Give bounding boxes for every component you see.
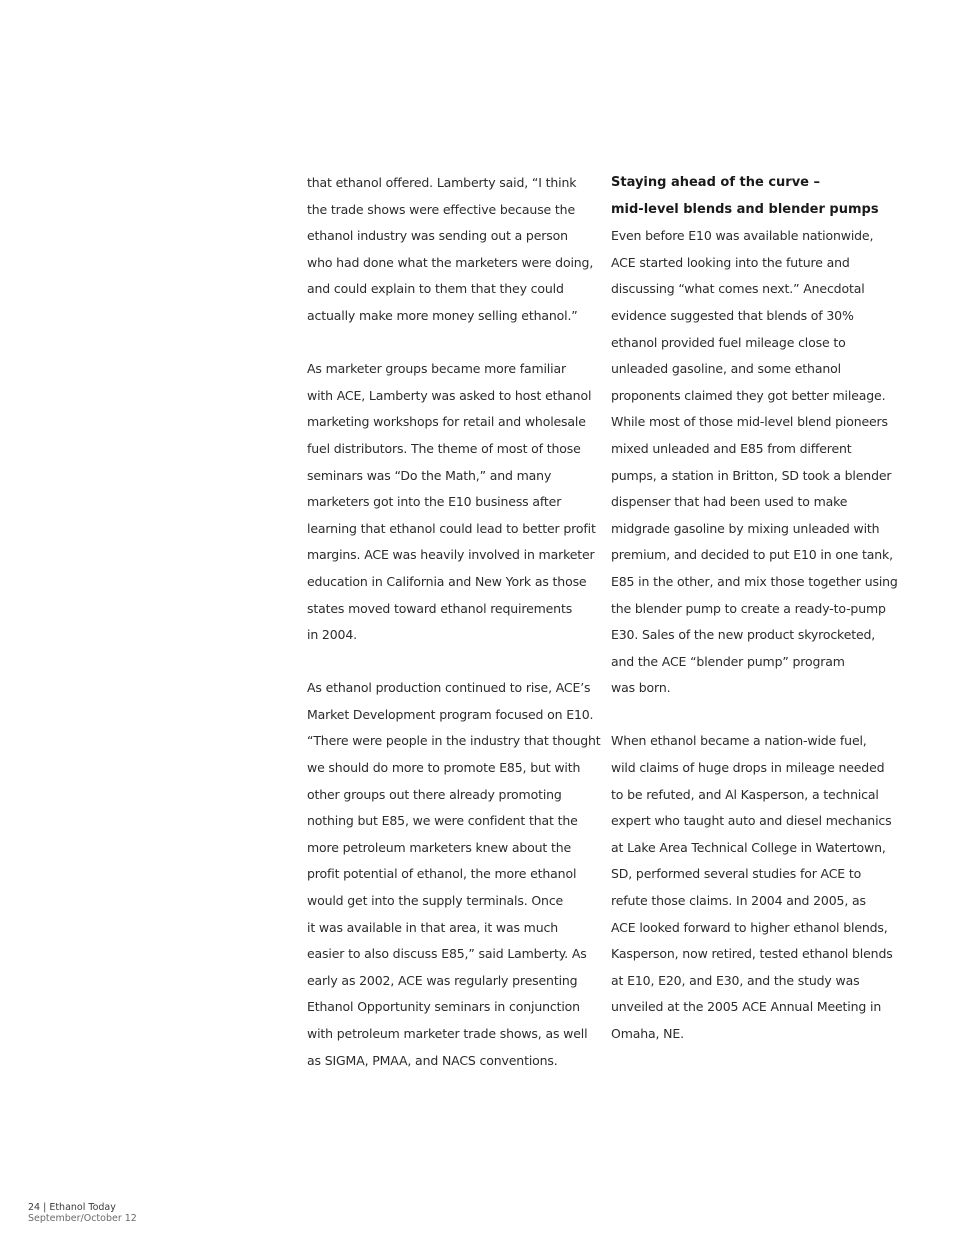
text-line: While most of those mid-level blend pioneers: [611, 414, 888, 430]
text-line: pumps, a station in Britton, SD took a blender: [611, 467, 892, 483]
text-line: mixed unleaded and E85 from different: [611, 440, 852, 456]
text-line: profit potential of ethanol, the more ethanol: [307, 866, 577, 882]
text-line: the blender pump to create a ready-to-pump: [611, 600, 886, 616]
text-line: learning that ethanol could lead to better profit: [307, 520, 596, 536]
text-line: ethanol industry was sending out a person: [307, 228, 568, 244]
text-line: at Lake Area Technical College in Watertown,: [611, 839, 886, 855]
text-line: discussing “what comes next.” Anecdotal: [611, 281, 865, 297]
right-column: [611, 170, 901, 1048]
page-number-and-title: 24 | Ethanol Today: [28, 1202, 116, 1213]
text-line: marketers got into the E10 business after: [307, 494, 562, 510]
text-line: easier to also discuss E85,” said Lamberty. As: [307, 946, 587, 962]
text-line: E85 in the other, and mix those together using: [611, 573, 898, 589]
paragraph-break: [307, 649, 597, 676]
text-line: at E10, E20, and E30, and the study was: [611, 972, 860, 988]
text-line: premium, and decided to put E10 in one tank,: [611, 547, 893, 563]
text-line: expert who taught auto and diesel mechanics: [611, 813, 892, 829]
text-line: in 2004.: [307, 627, 357, 643]
text-line: the trade shows were effective because the: [307, 201, 575, 217]
text-line: to be refuted, and Al Kasperson, a technical: [611, 786, 879, 802]
text-line: it was available in that area, it was much: [307, 919, 558, 935]
text-line: As ethanol production continued to rise, ACE’s: [307, 680, 591, 696]
text-line: education in California and New York as those: [307, 573, 587, 589]
text-line: Market Development program focused on E10.: [307, 706, 594, 722]
text-line: we should do more to promote E85, but with: [307, 760, 581, 776]
paragraph-break: [611, 702, 901, 729]
text-line: actually make more money selling ethanol.”: [307, 307, 578, 323]
text-line: seminars was “Do the Math,” and many: [307, 467, 552, 483]
text-line: Even before E10 was available nationwide,: [611, 228, 874, 244]
text-line: states moved toward ethanol requirements: [307, 600, 573, 616]
text-line: “There were people in the industry that thought: [307, 733, 601, 749]
text-line: SD, performed several studies for ACE to: [611, 866, 862, 882]
text-line: midgrade gasoline by mixing unleaded with: [611, 520, 880, 536]
text-line: and could explain to them that they could: [307, 281, 564, 297]
text-line: Ethanol Opportunity seminars in conjunction: [307, 999, 580, 1015]
text-line: with ACE, Lamberty was asked to host ethanol: [307, 387, 592, 403]
text-line: As marketer groups became more familiar: [307, 361, 566, 377]
text-line: other groups out there already promoting: [307, 786, 562, 802]
section-heading-line: mid-level blends and blender pumps: [611, 201, 879, 217]
text-line: early as 2002, ACE was regularly presenting: [307, 972, 578, 988]
text-line: unveiled at the 2005 ACE Annual Meeting in: [611, 999, 882, 1015]
page-footer: [28, 1202, 137, 1224]
text-line: refute those claims. In 2004 and 2005, as: [611, 893, 866, 909]
text-line: was born.: [611, 680, 671, 696]
text-line: wild claims of huge drops in mileage needed: [611, 760, 885, 776]
text-line: E30. Sales of the new product skyrocketed,: [611, 627, 876, 643]
text-line: dispenser that had been used to make: [611, 494, 848, 510]
text-line: ACE looked forward to higher ethanol blends,: [611, 919, 888, 935]
text-line: more petroleum marketers knew about the: [307, 839, 572, 855]
text-line: ACE started looking into the future and: [611, 254, 850, 270]
text-line: proponents claimed they got better mileage.: [611, 387, 886, 403]
paragraph-break: [307, 330, 597, 357]
text-line: unleaded gasoline, and some ethanol: [611, 361, 841, 377]
text-line: marketing workshops for retail and wholesale: [307, 414, 586, 430]
text-line: fuel distributors. The theme of most of those: [307, 440, 581, 456]
section-heading-line: Staying ahead of the curve –: [611, 175, 821, 190]
text-line: evidence suggested that blends of 30%: [611, 307, 854, 323]
text-line: who had done what the marketers were doing,: [307, 254, 594, 270]
text-line: Omaha, NE.: [611, 1026, 684, 1041]
text-line: and the ACE “blender pump” program: [611, 653, 845, 669]
issue-date: September/October 12: [28, 1213, 137, 1224]
left-column: [307, 170, 601, 1074]
text-line: that ethanol offered. Lamberty said, “I think: [307, 175, 577, 190]
text-line: with petroleum marketer trade shows, as well: [307, 1026, 588, 1041]
text-line: ethanol provided fuel mileage close to: [611, 334, 846, 350]
text-line: as SIGMA, PMAA, and NACS conventions.: [307, 1052, 558, 1068]
text-line: would get into the supply terminals. Once: [307, 893, 564, 909]
text-line: margins. ACE was heavily involved in marketer: [307, 547, 595, 563]
text-line: When ethanol became a nation-wide fuel,: [611, 733, 867, 749]
text-line: Kasperson, now retired, tested ethanol blends: [611, 946, 893, 962]
text-line: nothing but E85, we were confident that the: [307, 813, 578, 829]
